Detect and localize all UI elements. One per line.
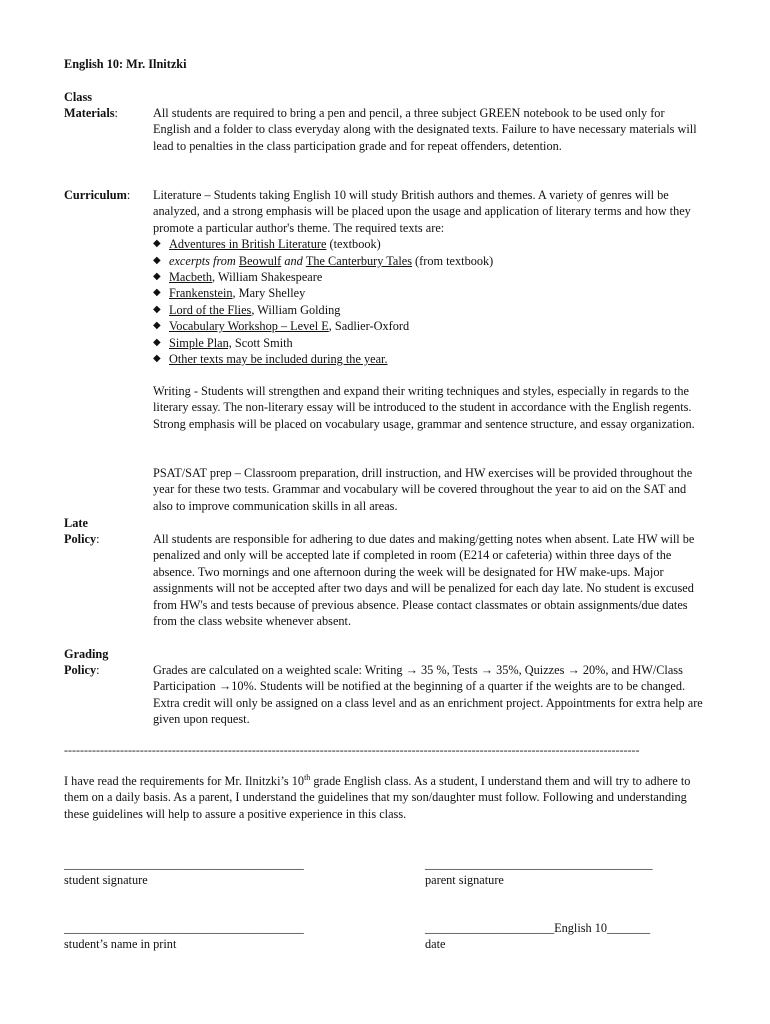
list-item: ◆ Simple Plan, Scott Smith <box>153 335 705 351</box>
dashed-divider: ------------------------------------------------------------------------------------------------------------------------------------------------ <box>64 743 640 757</box>
curriculum-intro: Literature – Students taking English 10 will study British authors and themes. A variety of genres will be analyzed, and a strong emphasis will be placed upon the usage and application of literary terms and how they promote a particular author's theme. The required texts are: <box>153 188 691 235</box>
parent-signature-line[interactable]: _____________________________________ <box>425 857 653 871</box>
materials-label-line1: Class <box>64 90 93 104</box>
list-item: ◆ Lord of the Flies, William Golding <box>153 302 705 318</box>
psat-text: PSAT/SAT prep – Classroom preparation, drill instruction, and HW exercises will be provided throughout the year for these two tests. Grammar and vocabulary will be covered throughout the year to aid on the SAT and also to improve communication skills in all areas. <box>153 466 693 513</box>
list-item: ◆ Other texts may be included during the year. <box>153 351 705 367</box>
curriculum-body <box>153 187 705 367</box>
parent-signature-label: parent signature <box>425 873 504 887</box>
list-item: ◆ Macbeth, William Shakespeare <box>153 269 705 285</box>
student-signature-line[interactable]: _______________________________________ <box>64 857 304 871</box>
materials-label: Class Materials: <box>64 89 154 122</box>
materials-text: All students are required to bring a pen and pencil, a three subject GREEN notebook to be used only for English and a folder to class everyday along with the designated texts. Failure to have necessary materials will lead to penalties in the class participation grade and for repeat offenders, detention. <box>153 106 697 153</box>
page-title: English 10: Mr. Ilnitzki <box>64 57 187 71</box>
list-item: ◆ Vocabulary Workshop – Level E, Sadlier-Oxford <box>153 318 705 334</box>
grading-text: Grades are calculated on a weighted scale: Writing → 35 %, Tests → 35%, Quizzes → 20%, and HW/Class Participation →10%. Students will be notified at the beginning of a quarter if the weights are to be changed. Extra credit will only be assigned on a class level and as an enrichment project. Appointments for extra help are given upon request. <box>153 663 703 727</box>
student-signature-label: student signature <box>64 873 148 887</box>
date-line[interactable]: _____________________English 10_______ <box>425 921 651 935</box>
grading-label: Grading Policy: <box>64 647 109 678</box>
curriculum-label: Curriculum: <box>64 188 131 202</box>
late-label: Late Policy: <box>64 516 100 547</box>
acknowledgement-text: I have read the requirements for Mr. Ilnitzki’s 10th grade English class. As a student, I understand them and will try to adhere to them on a daily basis. As a parent, I understand the guidelines that my son/daughter must follow. Following and understanding these guidelines will help to assure a positive experience in this class. <box>64 772 691 821</box>
list-item: ◆ Frankenstein, Mary Shelley <box>153 285 705 301</box>
required-texts-list <box>153 236 705 367</box>
list-item: ◆ Adventures in British Literature (textbook) <box>153 236 705 252</box>
materials-label-line2: Materials <box>64 106 115 121</box>
late-text: All students are responsible for adhering to due dates and making/getting notes when absent. Late HW will be penalized and only will be accepted late if completed in room (E214 or cafeteria) within three days of the absence. Two mornings and one afternoon during the week will be designated for HW make-ups. Major assignments will not be accepted after two days and will be penalized for each day late. No student is excused from HW's and tests because of previous absence. Please contact classmates or obtain assignments/due dates from the class website whenever absent. <box>153 532 695 629</box>
date-label: date <box>425 937 446 951</box>
list-item: ◆ excerpts from Beowulf and The Canterbury Tales (from textbook) <box>153 253 705 269</box>
writing-text: Writing - Students will strengthen and expand their writing techniques and styles, especially in regards to the literary essay. The non-literary essay will be introduced to the student in accordance with the English regents. Strong emphasis will be placed on vocabulary usage, grammar and sentence structure, and essay organization. <box>153 384 695 431</box>
student-name-label: student’s name in print <box>64 937 177 951</box>
student-name-line[interactable]: _______________________________________ <box>64 921 304 935</box>
